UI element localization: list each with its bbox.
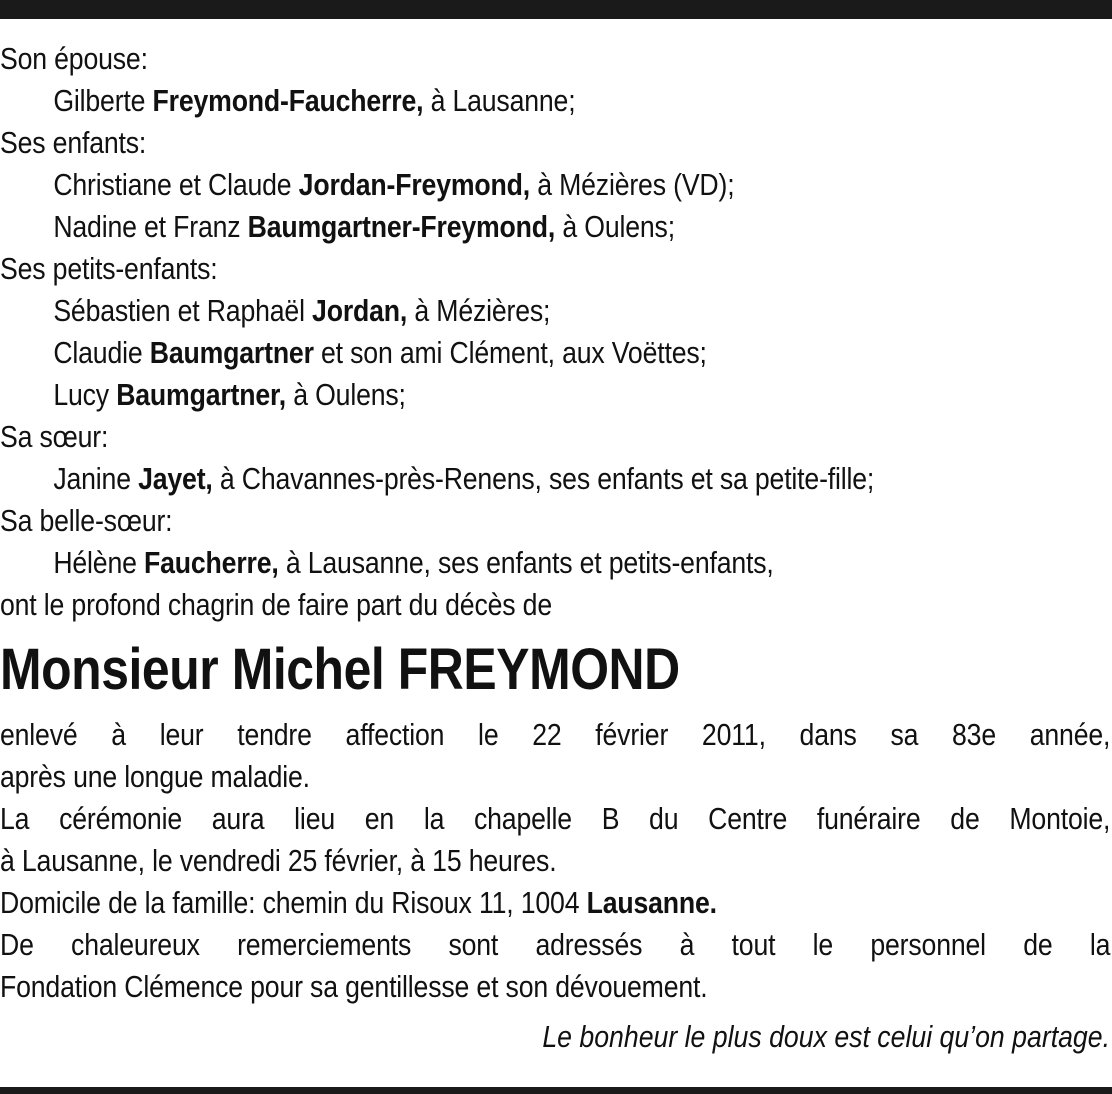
domicile-address: Domicile de la famille: chemin du Risoux 11, 1004 <box>0 885 587 920</box>
ceremony-line-1: La cérémonie aura lieu en la chapelle B du Centre funéraire de Montoie, <box>0 801 1111 836</box>
child-place: à Oulens; <box>555 209 675 244</box>
child-entry <box>0 206 955 248</box>
grandchild-place: à Mézières; <box>407 293 551 328</box>
spouse-first-name: Gilberte <box>53 83 153 118</box>
spouse-entry <box>0 80 955 122</box>
sister-in-law-heading: Sa belle-sœur: <box>0 503 173 538</box>
grandchild-entry <box>0 290 955 332</box>
thanks-line-1: De chaleureux remerciements sont adressés à tout le personnel de la <box>0 927 1111 962</box>
sister-in-law-first-name: Hélène <box>53 545 145 580</box>
sister-place: à Chavannes-près-Renens, ses enfants et sa petite-fille; <box>212 461 875 496</box>
top-rule <box>0 0 1112 19</box>
sister-first-name: Janine <box>53 461 139 496</box>
death-notice <box>0 38 1110 1058</box>
sister-in-law-surname: Faucherre, <box>144 545 279 580</box>
ceremony-line-2: à Lausanne, le vendredi 25 février, à 15 heures. <box>0 843 557 878</box>
grandchild-surname: Baumgartner <box>149 335 314 370</box>
child-first-names: Nadine et Franz <box>53 209 248 244</box>
thanks-line-2: Fondation Clémence pour sa gentillesse et son dévouement. <box>0 969 708 1004</box>
sister-heading: Sa sœur: <box>0 419 109 454</box>
sister-surname: Jayet, <box>138 461 213 496</box>
grandchild-first-names: Sébastien et Raphaël <box>53 293 313 328</box>
children-heading: Ses enfants: <box>0 125 147 160</box>
grandchild-surname: Jordan, <box>312 293 408 328</box>
grandchild-entry <box>0 374 955 416</box>
grandchild-place: à Oulens; <box>285 377 406 412</box>
child-first-names: Christiane et Claude <box>53 167 299 202</box>
passing-line-1: enlevé à leur tendre affection le 22 février 2011, dans sa 83e année, <box>0 717 1111 752</box>
domicile-city: Lausanne. <box>586 885 717 920</box>
child-surname: Jordan-Freymond, <box>298 167 530 202</box>
grandchildren-heading: Ses petits-enfants: <box>0 251 218 286</box>
bottom-rule <box>0 1087 1112 1094</box>
spouse-place: à Lausanne; <box>423 83 576 118</box>
grandchild-place: et son ami Clément, aux Voëttes; <box>313 335 707 370</box>
sister-entry <box>0 458 955 500</box>
spouse-surname: Freymond-Faucherre, <box>152 83 424 118</box>
spouse-heading: Son épouse: <box>0 41 148 76</box>
grandchild-surname: Baumgartner, <box>116 377 286 412</box>
child-place: à Mézières (VD); <box>529 167 735 202</box>
deceased-name: Monsieur Michel FREYMOND <box>0 637 680 702</box>
sister-in-law-entry <box>0 542 955 584</box>
grandchild-first-names: Lucy <box>53 377 117 412</box>
child-surname: Baumgartner-Freymond, <box>247 209 556 244</box>
domicile-line <box>0 882 955 924</box>
child-entry <box>0 164 955 206</box>
announcement-text: ont le profond chagrin de faire part du décès de <box>0 587 552 622</box>
passing-line-2: après une longue maladie. <box>0 759 310 794</box>
closing-quote: Le bonheur le plus doux est celui qu’on partage. <box>542 1019 1110 1054</box>
grandchild-first-names: Claudie <box>53 335 150 370</box>
grandchild-entry <box>0 332 955 374</box>
sister-in-law-place: à Lausanne, ses enfants et petits-enfants, <box>278 545 774 580</box>
